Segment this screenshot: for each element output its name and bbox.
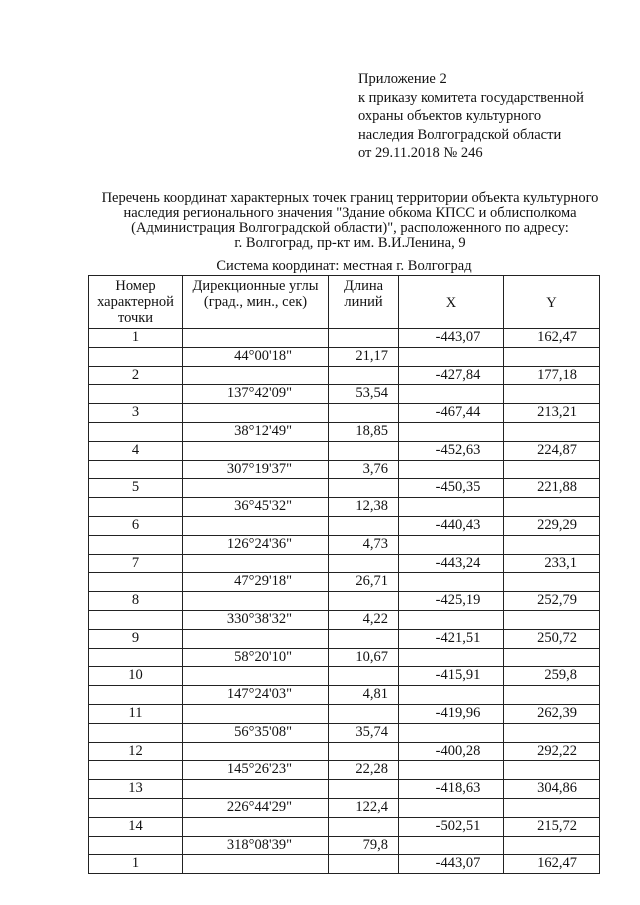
y-cell: 304,86 [504, 780, 600, 799]
x-cell: -415,91 [399, 667, 504, 686]
angle-cell: 44°00'18" [183, 347, 329, 366]
empty-cell [89, 535, 183, 554]
table-row-segment [89, 535, 600, 554]
empty-cell [504, 535, 600, 554]
x-cell: -450,35 [399, 479, 504, 498]
empty-cell [504, 761, 600, 780]
empty-cell [89, 422, 183, 441]
empty-cell [399, 385, 504, 404]
length-cell: 4,81 [329, 686, 399, 705]
point-number-cell: 2 [89, 366, 183, 385]
empty-cell [89, 498, 183, 517]
table-row-segment [89, 460, 600, 479]
empty-cell [504, 686, 600, 705]
empty-cell [504, 798, 600, 817]
empty-cell [329, 629, 399, 648]
angle-cell: 36°45'32" [183, 498, 329, 517]
x-cell: -452,63 [399, 441, 504, 460]
x-cell: -440,43 [399, 516, 504, 535]
empty-cell [399, 836, 504, 855]
empty-cell [329, 441, 399, 460]
table-header-row [89, 276, 600, 329]
header-text-line: Длина [343, 278, 384, 294]
document-title [80, 191, 620, 251]
header-point-number [89, 276, 183, 329]
x-cell: -425,19 [399, 592, 504, 611]
empty-cell [399, 573, 504, 592]
empty-cell [329, 667, 399, 686]
empty-cell [89, 761, 183, 780]
angle-cell: 58°20'10" [183, 648, 329, 667]
table-row-segment [89, 498, 600, 517]
x-cell: -443,24 [399, 554, 504, 573]
table-row-point [89, 441, 600, 460]
empty-cell [183, 404, 329, 423]
table-row-point [89, 516, 600, 535]
x-cell: -502,51 [399, 817, 504, 836]
table-row-point [89, 817, 600, 836]
length-cell: 3,76 [329, 460, 399, 479]
angle-cell: 47°29'18" [183, 573, 329, 592]
x-cell: -421,51 [399, 629, 504, 648]
y-cell: 224,87 [504, 441, 600, 460]
table-row-point [89, 329, 600, 348]
empty-cell [183, 554, 329, 573]
empty-cell [504, 610, 600, 629]
empty-cell [89, 347, 183, 366]
header-text-line: линий [344, 294, 383, 310]
table-row-point [89, 667, 600, 686]
empty-cell [183, 629, 329, 648]
y-cell: 262,39 [504, 704, 600, 723]
point-number-cell: 4 [89, 441, 183, 460]
x-cell: -400,28 [399, 742, 504, 761]
header-text-line: точки [117, 310, 154, 326]
empty-cell [329, 780, 399, 799]
length-cell: 22,28 [329, 761, 399, 780]
empty-cell [504, 460, 600, 479]
x-cell: -427,84 [399, 366, 504, 385]
length-cell: 35,74 [329, 723, 399, 742]
header-text-line: Дирекционные углы [192, 278, 319, 294]
empty-cell [329, 704, 399, 723]
point-number-cell: 14 [89, 817, 183, 836]
table-row-segment [89, 686, 600, 705]
title-line: Перечень координат характерных точек границ территории объекта культурного [101, 190, 599, 206]
empty-cell [329, 329, 399, 348]
x-cell: -443,07 [399, 855, 504, 874]
empty-cell [89, 573, 183, 592]
header-text-line: характерной [97, 294, 174, 310]
point-number-cell: 13 [89, 780, 183, 799]
empty-cell [89, 610, 183, 629]
y-cell: 177,18 [504, 366, 600, 385]
y-cell: 215,72 [504, 817, 600, 836]
angle-cell: 226°44'29" [183, 798, 329, 817]
empty-cell [399, 535, 504, 554]
table-row-segment [89, 648, 600, 667]
empty-cell [183, 592, 329, 611]
y-cell: 233,1 [504, 554, 600, 573]
empty-cell [89, 798, 183, 817]
empty-cell [89, 460, 183, 479]
empty-cell [329, 479, 399, 498]
y-cell: 221,88 [504, 479, 600, 498]
title-address-line: г. Волгоград, пр-кт им. В.И.Ленина, 9 [234, 235, 466, 251]
table-row-segment [89, 422, 600, 441]
y-cell: 250,72 [504, 629, 600, 648]
header-text-line: Номер [115, 278, 156, 294]
empty-cell [329, 855, 399, 874]
empty-cell [399, 610, 504, 629]
coordinate-system-label: Система координат: местная г. Волгоград [216, 258, 472, 274]
angle-cell: 147°24'03" [183, 686, 329, 705]
point-number-cell: 5 [89, 479, 183, 498]
empty-cell [89, 385, 183, 404]
table-body [89, 329, 600, 874]
empty-cell [183, 855, 329, 874]
x-cell: -443,07 [399, 329, 504, 348]
empty-cell [89, 686, 183, 705]
table-row-point [89, 704, 600, 723]
point-number-cell: 8 [89, 592, 183, 611]
header-x: X [399, 276, 504, 329]
empty-cell [183, 441, 329, 460]
appendix-line: наследия Волгоградской области [358, 126, 562, 143]
angle-cell: 145°26'23" [183, 761, 329, 780]
header-y: Y [504, 276, 600, 329]
header-text-line: (град., мин., сек) [203, 294, 308, 310]
y-cell: 292,22 [504, 742, 600, 761]
appendix-line: к приказу комитета государственной [358, 89, 584, 106]
point-number-cell: 1 [89, 329, 183, 348]
appendix-line: охраны объектов культурного [358, 108, 542, 124]
empty-cell [183, 516, 329, 535]
empty-cell [183, 667, 329, 686]
length-cell: 10,67 [329, 648, 399, 667]
point-number-cell: 1 [89, 855, 183, 874]
table-row-point [89, 366, 600, 385]
y-cell: 162,47 [504, 855, 600, 874]
header-directional-angles [183, 276, 329, 329]
empty-cell [399, 422, 504, 441]
empty-cell [504, 498, 600, 517]
length-cell: 26,71 [329, 573, 399, 592]
empty-cell [183, 329, 329, 348]
y-cell: 229,29 [504, 516, 600, 535]
empty-cell [399, 347, 504, 366]
empty-cell [183, 704, 329, 723]
angle-cell: 318°08'39" [183, 836, 329, 855]
empty-cell [183, 366, 329, 385]
empty-cell [399, 723, 504, 742]
x-cell: -419,96 [399, 704, 504, 723]
length-cell: 4,22 [329, 610, 399, 629]
appendix-date-line: от 29.11.2018 № 246 [358, 145, 483, 161]
empty-cell [329, 742, 399, 761]
empty-cell [183, 817, 329, 836]
empty-cell [399, 686, 504, 705]
appendix-line: Приложение 2 [358, 71, 447, 87]
length-cell: 79,8 [329, 836, 399, 855]
table-row-segment [89, 836, 600, 855]
point-number-cell: 6 [89, 516, 183, 535]
table-row-segment [89, 610, 600, 629]
empty-cell [504, 422, 600, 441]
point-number-cell: 12 [89, 742, 183, 761]
empty-cell [183, 479, 329, 498]
angle-cell: 137°42'09" [183, 385, 329, 404]
empty-cell [329, 592, 399, 611]
length-cell: 4,73 [329, 535, 399, 554]
empty-cell [504, 573, 600, 592]
point-number-cell: 10 [89, 667, 183, 686]
empty-cell [329, 404, 399, 423]
empty-cell [504, 347, 600, 366]
length-cell: 122,4 [329, 798, 399, 817]
header-line-length [329, 276, 399, 329]
empty-cell [183, 742, 329, 761]
empty-cell [399, 498, 504, 517]
length-cell: 12,38 [329, 498, 399, 517]
y-cell: 213,21 [504, 404, 600, 423]
title-line: наследия регионального значения "Здание обкома КПСС и облисполкома [123, 205, 577, 221]
angle-cell: 307°19'37" [183, 460, 329, 479]
table-row-point [89, 742, 600, 761]
table-row-segment [89, 723, 600, 742]
table-row-segment [89, 347, 600, 366]
empty-cell [504, 385, 600, 404]
table-row-point [89, 629, 600, 648]
title-line: (Администрация Волгоградской области)", расположенного по адресу: [131, 220, 569, 236]
point-number-cell: 7 [89, 554, 183, 573]
empty-cell [329, 516, 399, 535]
length-cell: 53,54 [329, 385, 399, 404]
empty-cell [504, 836, 600, 855]
table-row-point [89, 554, 600, 573]
length-cell: 18,85 [329, 422, 399, 441]
point-number-cell: 3 [89, 404, 183, 423]
appendix-block [358, 70, 584, 163]
empty-cell [89, 723, 183, 742]
empty-cell [399, 761, 504, 780]
angle-cell: 330°38'32" [183, 610, 329, 629]
empty-cell [329, 554, 399, 573]
point-number-cell: 9 [89, 629, 183, 648]
empty-cell [399, 798, 504, 817]
point-number-cell: 11 [89, 704, 183, 723]
table-row-point [89, 479, 600, 498]
empty-cell [89, 836, 183, 855]
empty-cell [183, 780, 329, 799]
table-row-point [89, 592, 600, 611]
x-cell: -467,44 [399, 404, 504, 423]
empty-cell [504, 648, 600, 667]
table-row-point [89, 855, 600, 874]
empty-cell [89, 648, 183, 667]
y-cell: 252,79 [504, 592, 600, 611]
table-row-segment [89, 385, 600, 404]
table-row-point [89, 780, 600, 799]
x-cell: -418,63 [399, 780, 504, 799]
length-cell: 21,17 [329, 347, 399, 366]
empty-cell [329, 366, 399, 385]
angle-cell: 126°24'36" [183, 535, 329, 554]
table-row-segment [89, 573, 600, 592]
empty-cell [399, 460, 504, 479]
y-cell: 162,47 [504, 329, 600, 348]
y-cell: 259,8 [504, 667, 600, 686]
empty-cell [329, 817, 399, 836]
angle-cell: 56°35'08" [183, 723, 329, 742]
table-row-segment [89, 798, 600, 817]
angle-cell: 38°12'49" [183, 422, 329, 441]
table-row-segment [89, 761, 600, 780]
coordinates-table [88, 275, 600, 874]
empty-cell [504, 723, 600, 742]
table-row-point [89, 404, 600, 423]
empty-cell [399, 648, 504, 667]
